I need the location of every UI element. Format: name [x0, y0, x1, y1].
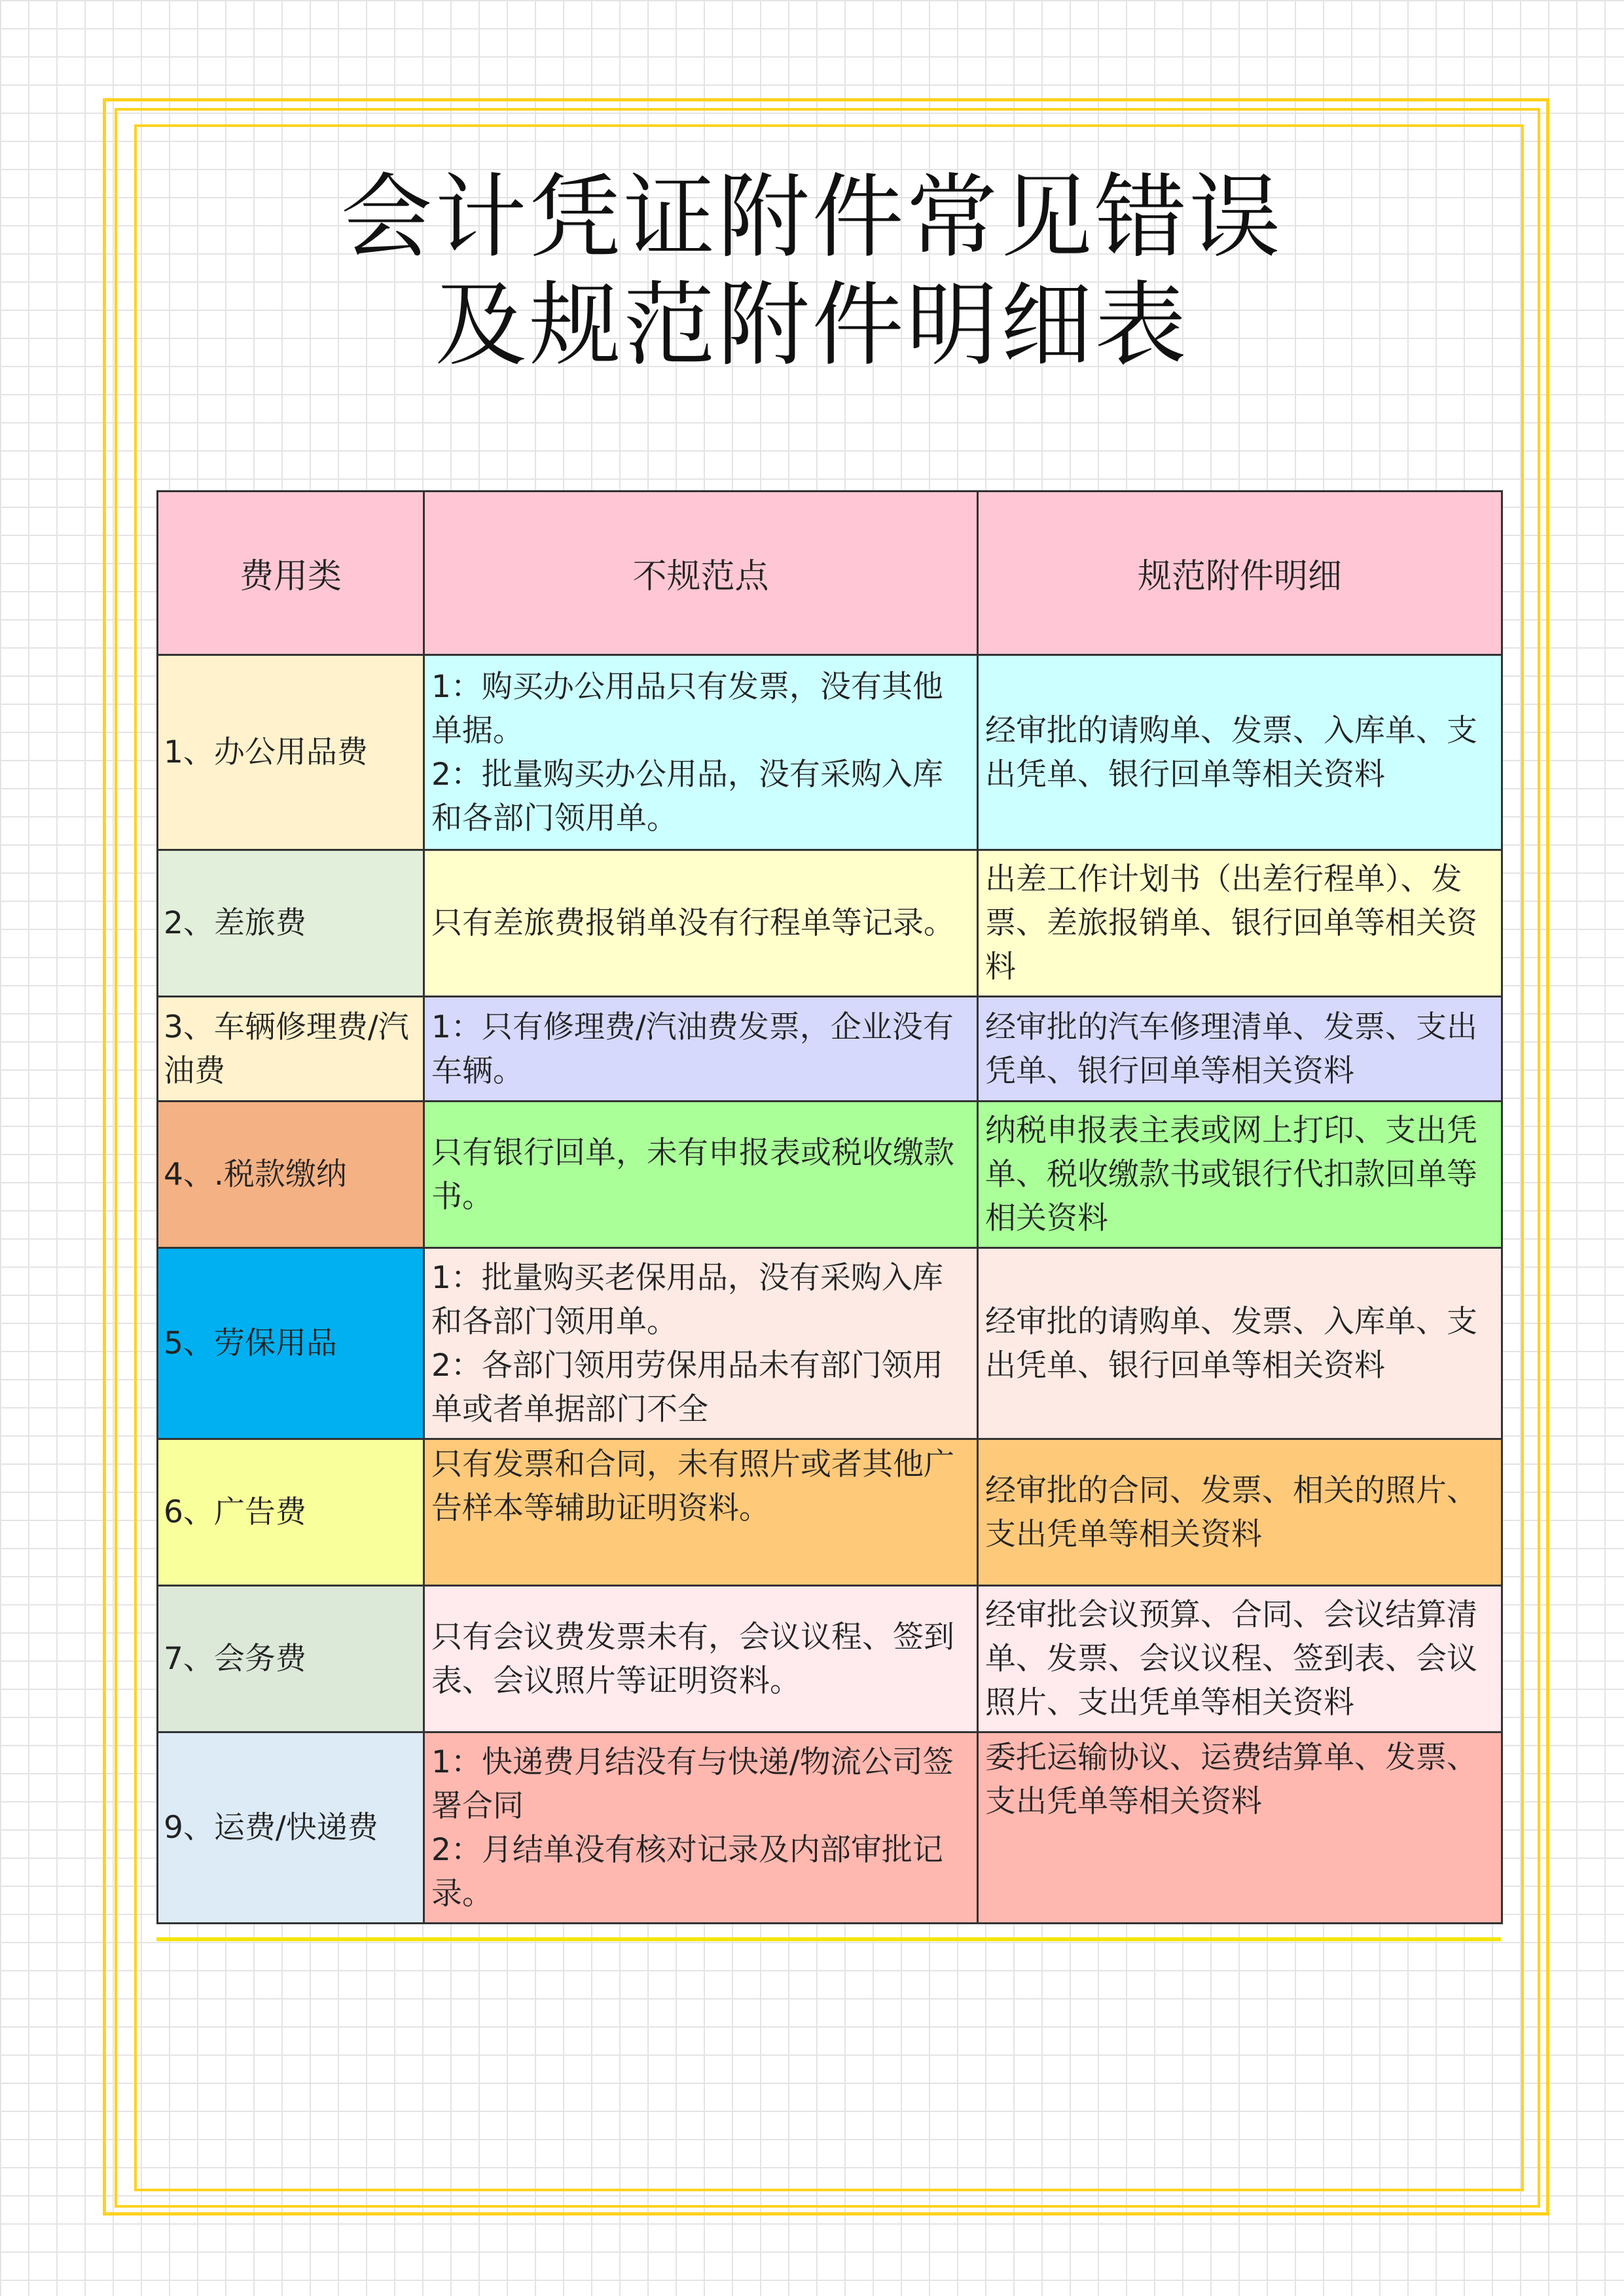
- table-row: [158, 1732, 1502, 1924]
- issue-item: 只有会议费发票未有，会议议程、签到表、会议照片等证明资料。: [431, 1619, 954, 1699]
- issues-cell: [424, 1248, 978, 1439]
- category-cell: 1、办公用品费: [158, 655, 424, 850]
- issue-item: 只有银行回单，未有申报表或税收缴款书。: [431, 1134, 954, 1215]
- issues-cell: [424, 997, 978, 1102]
- issue-item: 2：批量购买办公用品，没有采购入库和各部门领用单。: [431, 756, 943, 836]
- standard-cell: 经审批的汽车修理清单、发票、支出凭单、银行回单等相关资料: [978, 997, 1502, 1102]
- standard-cell: 委托运输协议、运费结算单、发票、支出凭单等相关资料: [978, 1732, 1502, 1924]
- table-row: [158, 1248, 1502, 1439]
- standard-cell: 经审批的请购单、发票、入库单、支出凭单、银行回单等相关资料: [978, 655, 1502, 850]
- category-cell: 2、差旅费: [158, 850, 424, 997]
- issue-item: 1：批量购买老保用品，没有采购入库和各部门领用单。: [431, 1259, 943, 1340]
- standard-cell: 经审批的合同、发票、相关的照片、支出凭单等相关资料: [978, 1439, 1502, 1586]
- issues-cell: [424, 1586, 978, 1732]
- table-row: [158, 655, 1502, 850]
- title-line-2: 及规范附件明细表: [435, 272, 1189, 379]
- issue-item: 2：月结单没有核对记录及内部审批记录。: [431, 1831, 943, 1912]
- category-cell: 4、.税款缴纳: [158, 1102, 424, 1248]
- issue-item: 1：购买办公用品只有发票，没有其他单据。: [431, 668, 943, 749]
- standard-cell: 出差工作计划书（出差行程单）、发票、差旅报销单、银行回单等相关资料: [978, 850, 1502, 997]
- issues-cell: [424, 1102, 978, 1248]
- issues-cell: [424, 655, 978, 850]
- category-cell: 5、劳保用品: [158, 1248, 424, 1439]
- standard-cell: 经审批的请购单、发票、入库单、支出凭单、银行回单等相关资料: [978, 1248, 1502, 1439]
- header-category: 费用类: [158, 492, 424, 655]
- table-row: [158, 1439, 1502, 1586]
- category-cell: 9、运费/快递费: [158, 1732, 424, 1924]
- issue-item: 2：各部门领用劳保用品未有部门领用单或者单据部门不全: [431, 1347, 943, 1427]
- header-standard: 规范附件明细: [978, 492, 1502, 655]
- attachment-table: [156, 490, 1503, 1924]
- standard-cell: 经审批会议预算、合同、会议结算清单、发票、会议议程、签到表、会议照片、支出凭单等相关资料: [978, 1586, 1502, 1732]
- category-cell: 6、广告费: [158, 1439, 424, 1586]
- table-row: [158, 1102, 1502, 1248]
- issue-item: 1：只有修理费/汽油费发票，企业没有车辆。: [431, 1009, 954, 1089]
- table-row: [158, 850, 1502, 997]
- table-row: [158, 1586, 1502, 1732]
- page-title: [0, 164, 1624, 380]
- table-header-row: [158, 492, 1502, 655]
- issue-item: 1：快递费月结没有与快递/物流公司签署合同: [431, 1744, 954, 1824]
- category-cell: 7、会务费: [158, 1586, 424, 1732]
- issues-cell: [424, 850, 978, 997]
- standard-cell: 纳税申报表主表或网上打印、支出凭单、税收缴款书或银行代扣款回单等相关资料: [978, 1102, 1502, 1248]
- bottom-divider: [156, 1937, 1501, 1941]
- issue-item: 只有发票和合同，未有照片或者其他广告样本等辅助证明资料。: [431, 1446, 954, 1526]
- table-row: [158, 997, 1502, 1102]
- issues-cell: [424, 1732, 978, 1924]
- issue-item: 只有差旅费报销单没有行程单等记录。: [431, 905, 954, 941]
- category-cell: 3、车辆修理费/汽油费: [158, 997, 424, 1102]
- issues-cell: [424, 1439, 978, 1586]
- header-issues: 不规范点: [424, 492, 978, 655]
- title-line-1: 会计凭证附件常见错误: [340, 164, 1284, 271]
